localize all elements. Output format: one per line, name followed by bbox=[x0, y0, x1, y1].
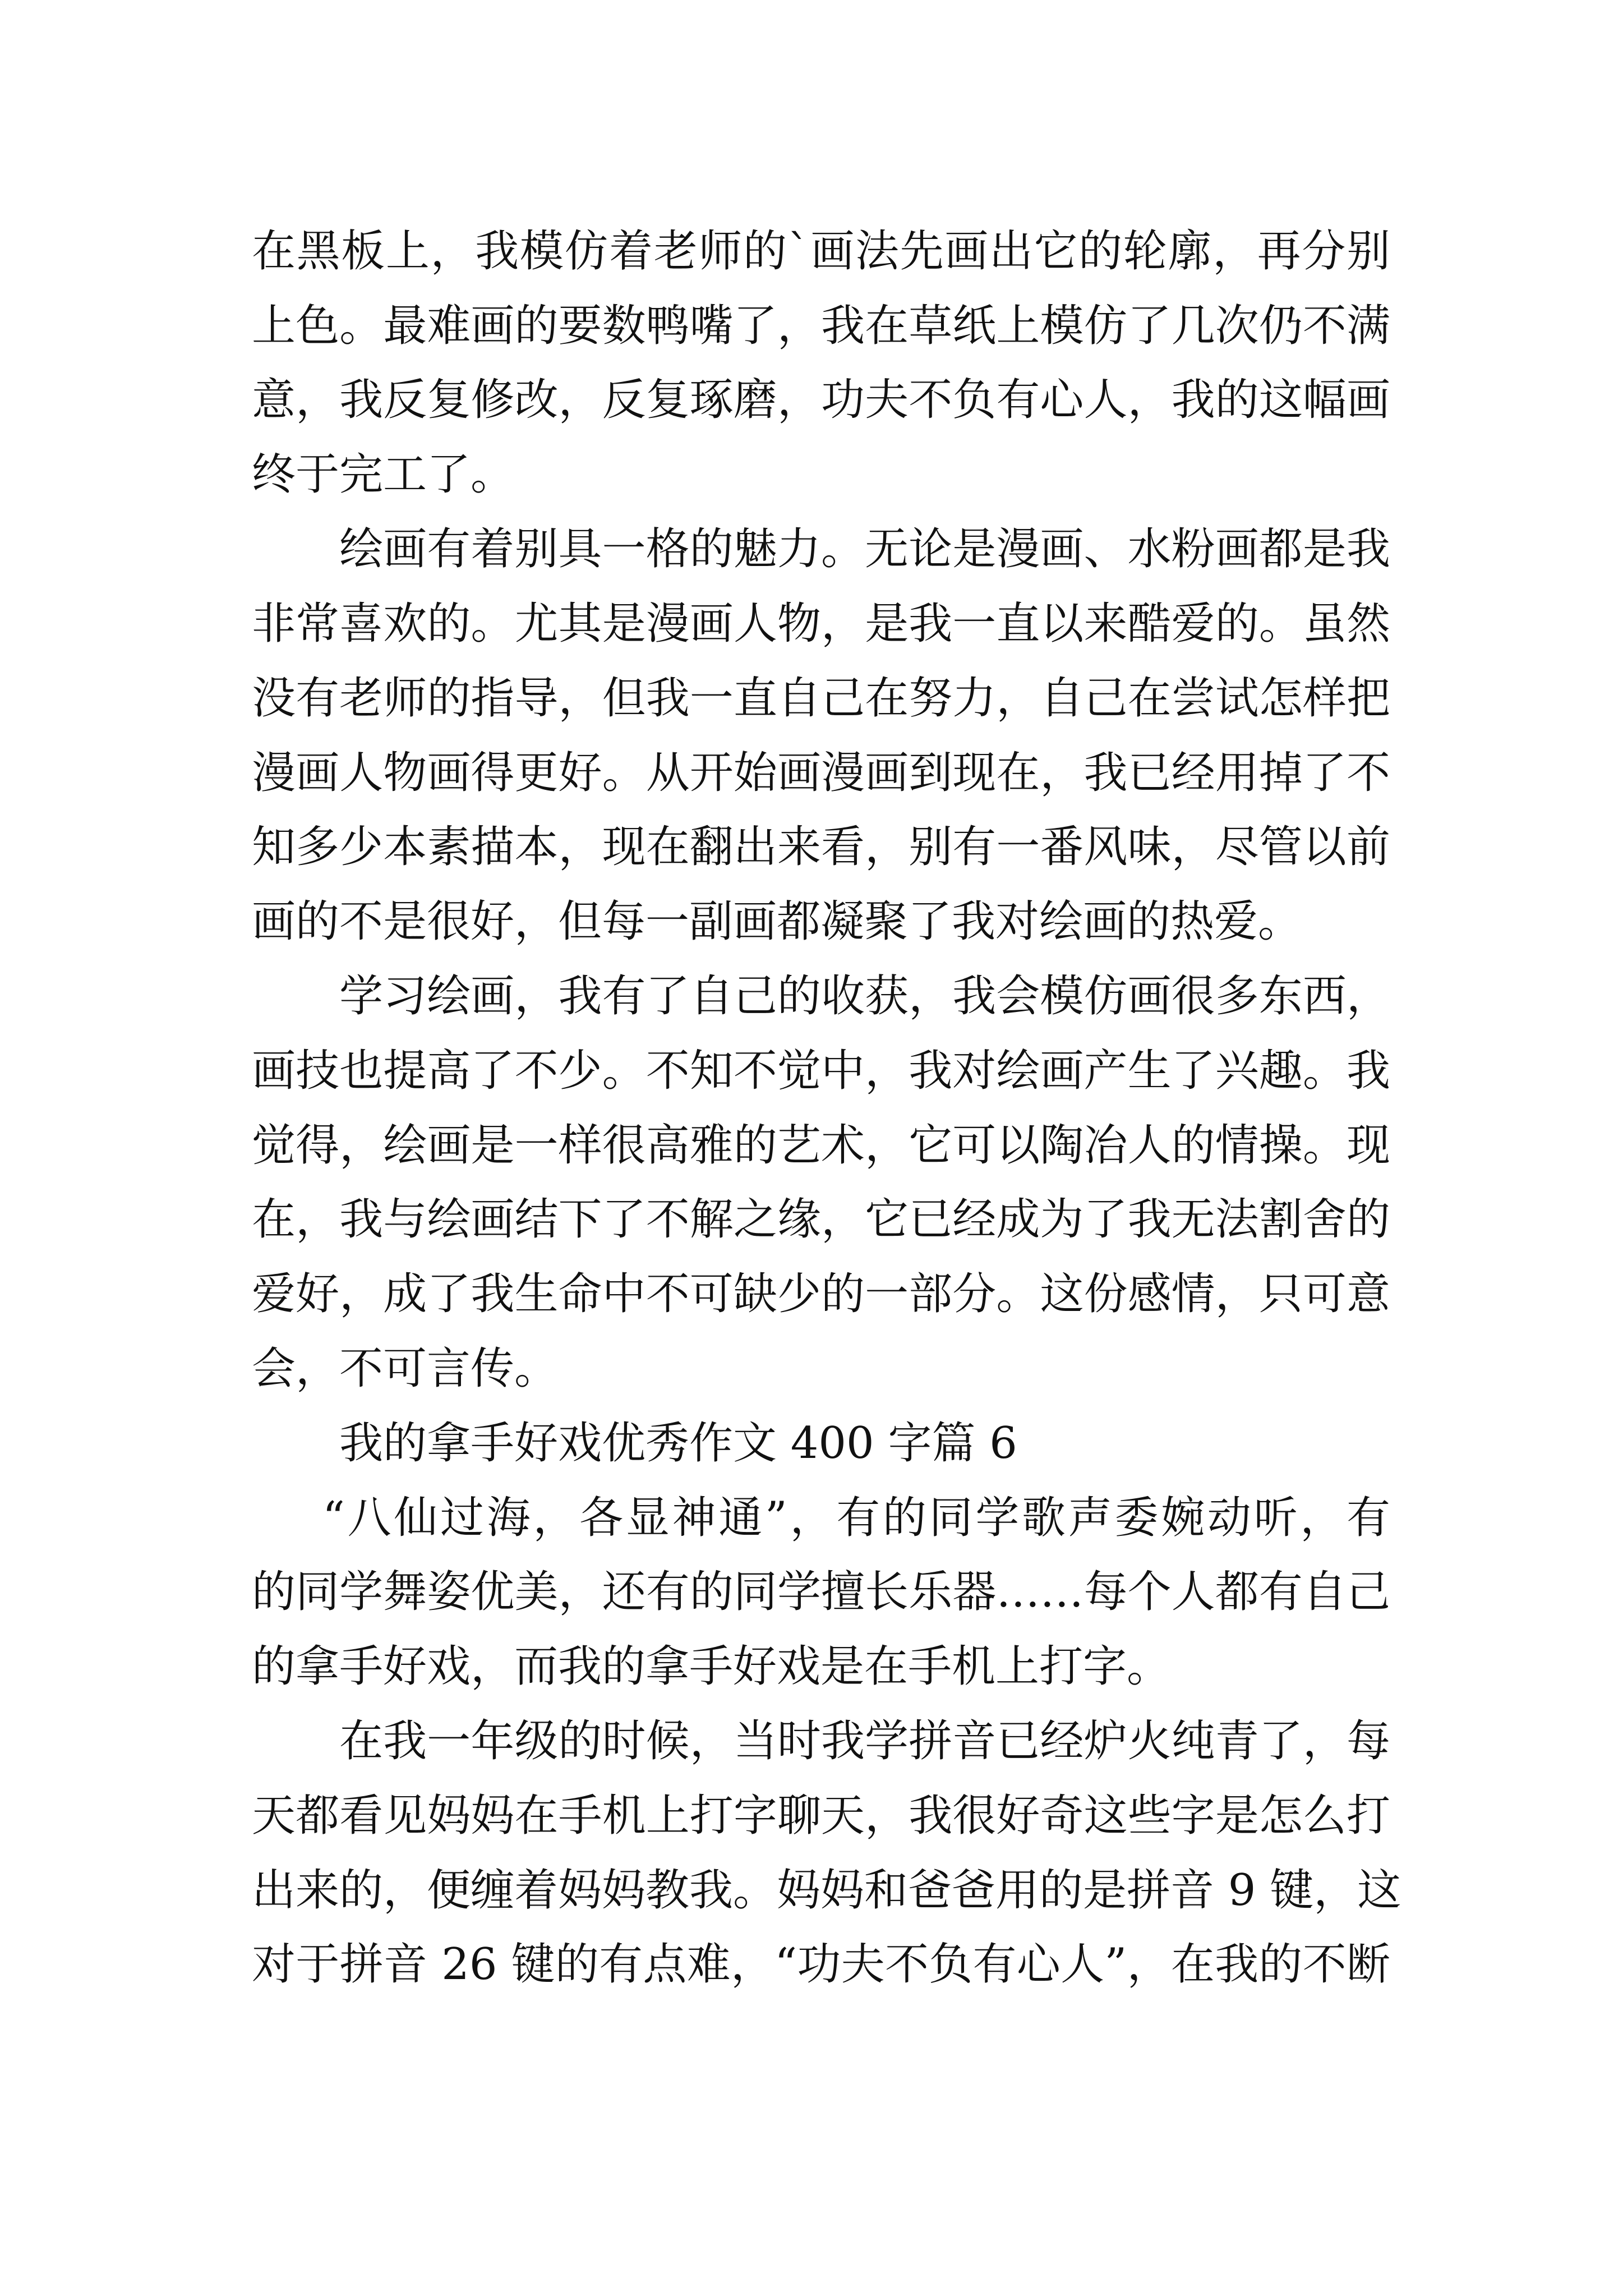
text-line: 画的不是很好，但每一副画都凝聚了我对绘画的热爱。 bbox=[252, 896, 1302, 947]
text-line: 觉得，绘画是一样很高雅的艺术，它可以陶冶人的情操。现 bbox=[252, 1120, 1390, 1171]
text-line: 漫画人物画得更好。从开始画漫画到现在，我已经用掉了不 bbox=[252, 748, 1390, 798]
section-heading: 我的拿手好戏优秀作文 400 字篇 6 bbox=[339, 1418, 1017, 1469]
text-line: 画技也提高了不少。不知不觉中，我对绘画产生了兴趣。我 bbox=[252, 1046, 1390, 1096]
text-line: 终于完工了。 bbox=[252, 449, 515, 500]
paragraph-first-line: 绘画有着别具一格的魅力。无论是漫画、水粉画都是我 bbox=[339, 524, 1390, 574]
text-line: 的同学舞姿优美，还有的同学擅长乐器……每个人都有自己 bbox=[252, 1567, 1390, 1617]
text-line: 在，我与绘画结下了不解之缘，它已经成为了我无法割舍的 bbox=[252, 1194, 1390, 1245]
text-line: 的拿手好戏，而我的拿手好戏是在手机上打字。 bbox=[252, 1641, 1171, 1692]
paragraph-first-line: 学习绘画，我有了自己的收获，我会模仿画很多东西， bbox=[339, 971, 1390, 1022]
text-line: 会，不可言传。 bbox=[252, 1343, 559, 1394]
paragraph-first-line: 在我一年级的时候，当时我学拼音已经炉火纯青了，每 bbox=[339, 1716, 1390, 1766]
text-line: 出来的，便缠着妈妈教我。妈妈和爸爸用的是拼音 9 键，这 bbox=[252, 1865, 1401, 1916]
text-line: 没有老师的指导，但我一直自己在努力，自己在尝试怎样把 bbox=[252, 673, 1390, 724]
text-line: 意，我反复修改，反复琢磨，功夫不负有心人，我的这幅画 bbox=[252, 375, 1390, 425]
text-line: 对于拼音 26 键的有点难，“功夫不负有心人”，在我的不断 bbox=[252, 1939, 1390, 1990]
text-line: 在黑板上，我模仿着老师的`画法先画出它的轮廓，再分别 bbox=[252, 226, 1390, 277]
text-line: 知多少本素描本，现在翻出来看，别有一番风味，尽管以前 bbox=[252, 822, 1390, 872]
text-line: 爱好，成了我生命中不可缺少的一部分。这份感情，只可意 bbox=[252, 1269, 1390, 1319]
text-line: 非常喜欢的。尤其是漫画人物，是我一直以来酷爱的。虽然 bbox=[252, 599, 1390, 649]
paragraph-first-line: “八仙过海，各显神通”，有的同学歌声委婉动听，有 bbox=[322, 1493, 1390, 1543]
text-line: 上色。最难画的要数鸭嘴了，我在草纸上模仿了几次仍不满 bbox=[252, 301, 1390, 351]
text-line: 天都看见妈妈在手机上打字聊天，我很好奇这些字是怎么打 bbox=[252, 1791, 1390, 1841]
